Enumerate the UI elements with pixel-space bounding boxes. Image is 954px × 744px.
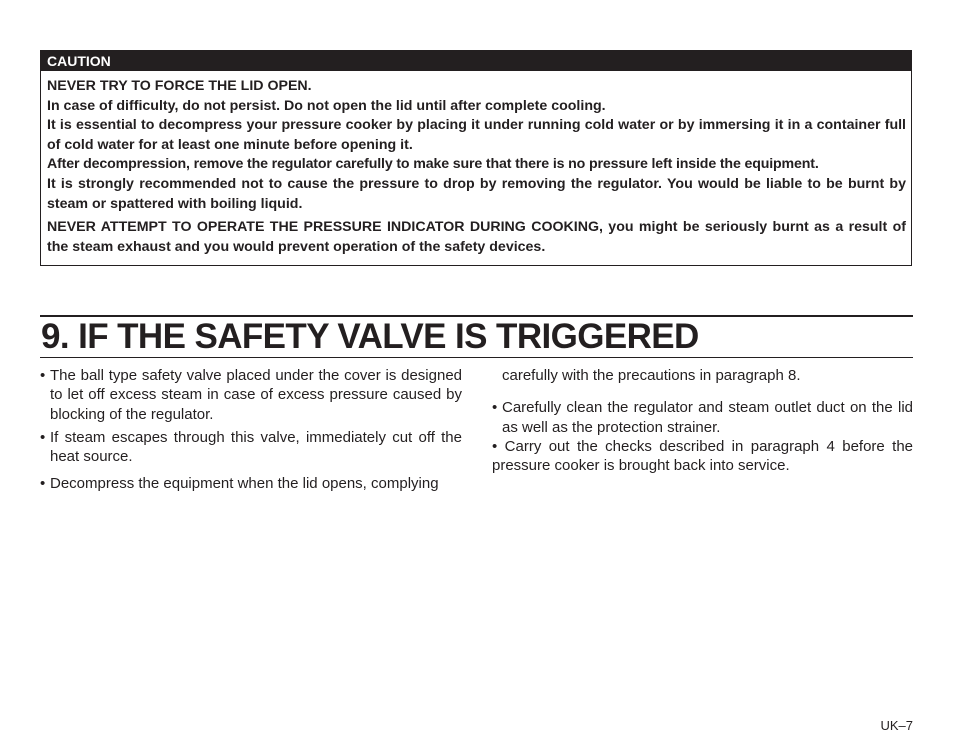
list-item: [40, 474, 462, 493]
list-item-text: Decompress the equipment when the lid opens, complying: [50, 475, 439, 493]
list-item-text: Carry out the checks described in paragraph 4 before the pressure cooker is brought back into service.: [492, 437, 913, 475]
bullet-icon: •: [40, 475, 46, 493]
list-item-text: Carefully clean the regulator and steam outlet duct on the lid as well as the protection strainer.: [502, 399, 913, 436]
section-rule-bottom: [40, 357, 913, 358]
caution-line: NEVER ATTEMPT TO OPERATE THE PRESSURE INDICATOR DURING COOKING, you might be seriously burnt as a result of the steam exhaust and you would prevent operation of the safety devices.: [47, 219, 906, 255]
section-title: 9. IF THE SAFETY VALVE IS TRIGGERED: [41, 317, 699, 356]
right-column: [492, 366, 913, 475]
caution-line: NEVER TRY TO FORCE THE LID OPEN.: [47, 78, 312, 94]
caution-box: [40, 50, 912, 266]
caution-body: [41, 71, 911, 257]
caution-header: CAUTION: [41, 51, 911, 71]
list-item: [492, 437, 913, 476]
caution-line: It is essential to decompress your pressure cooker by placing it under running cold water or by immersing it in a container full of cold water for at least one minute before opening it.: [47, 117, 906, 153]
list-item: [492, 398, 913, 437]
list-item-continuation: carefully with the precautions in paragraph 8.: [502, 367, 801, 384]
page-number: UK–7: [880, 718, 913, 733]
list-item-text: The ball type safety valve placed under the cover is designed to let off excess steam in case of excess pressure caused by blocking of the regulator.: [50, 367, 462, 423]
caution-line: In case of difficulty, do not persist. Do not open the lid until after complete cooling.: [47, 97, 606, 114]
caution-line: It is strongly recommended not to cause the pressure to drop by removing the regulator. You would be liable to be burnt by steam or spattered with boiling liquid.: [47, 175, 906, 212]
list-item: [40, 428, 462, 467]
bullet-icon: •: [40, 428, 46, 446]
bullet-icon: •: [492, 437, 498, 455]
left-column: [40, 366, 462, 494]
bullet-icon: •: [492, 399, 498, 417]
caution-line: After decompression, remove the regulator carefully to make sure that there is no pressure left inside the equipment.: [47, 156, 819, 173]
bullet-icon: •: [40, 367, 46, 384]
list-item: [40, 366, 462, 424]
list-item-text: If steam escapes through this valve, immediately cut off the heat source.: [50, 428, 462, 466]
